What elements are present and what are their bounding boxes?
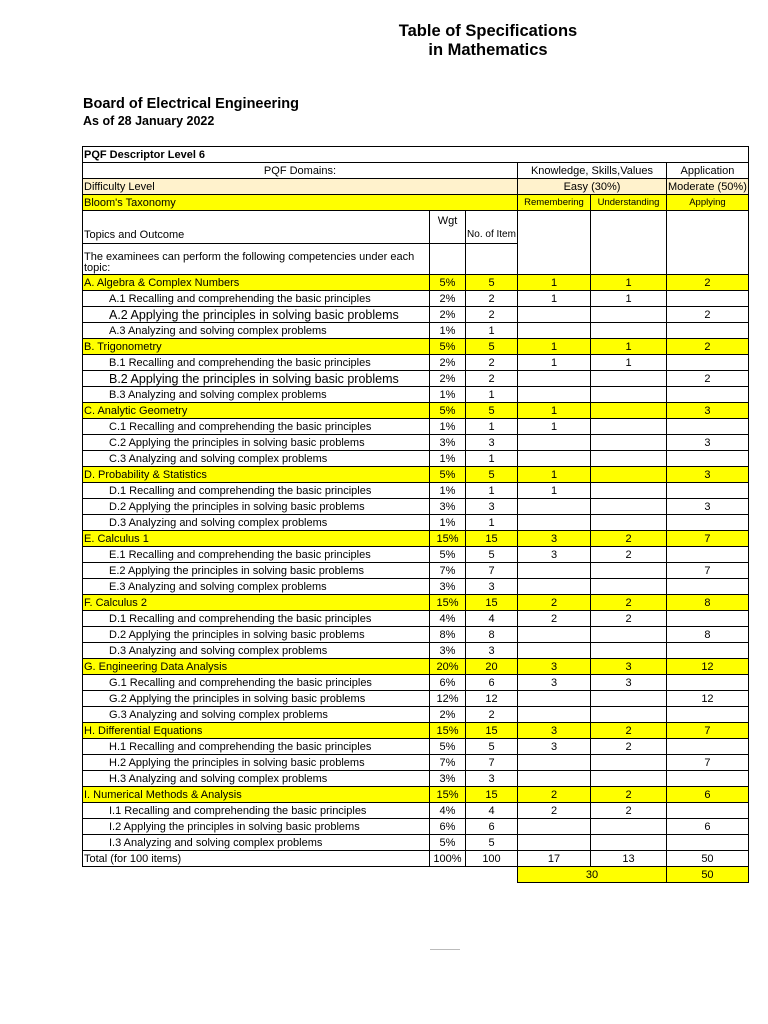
topic-remembering: 2 <box>518 803 591 819</box>
topic-name: I.1 Recalling and comprehending the basic principles <box>83 803 430 819</box>
total-items: 100 <box>466 851 518 867</box>
topic-understanding: 1 <box>591 291 667 307</box>
topic-remembering: 3 <box>518 675 591 691</box>
topic-understanding: 2 <box>591 739 667 755</box>
total-row <box>83 851 749 867</box>
section-items: 5 <box>466 403 518 419</box>
topic-remembering <box>518 307 591 323</box>
topic-items: 1 <box>466 419 518 435</box>
topic-remembering <box>518 643 591 659</box>
topic-name: E.1 Recalling and comprehending the basic principles <box>83 547 430 563</box>
topic-weight: 3% <box>430 771 466 787</box>
section-row <box>83 339 749 355</box>
topic-weight: 5% <box>430 835 466 851</box>
topic-applying <box>667 451 749 467</box>
topic-items: 1 <box>466 483 518 499</box>
section-understanding: 1 <box>591 275 667 291</box>
topic-understanding: 1 <box>591 355 667 371</box>
topic-remembering <box>518 691 591 707</box>
topic-name: E.3 Analyzing and solving complex problems <box>83 579 430 595</box>
topic-weight: 2% <box>430 371 466 387</box>
topic-understanding <box>591 627 667 643</box>
topic-applying: 3 <box>667 499 749 515</box>
topic-name: D.1 Recalling and comprehending the basic principles <box>83 483 430 499</box>
topic-row <box>83 755 749 771</box>
section-understanding: 1 <box>591 339 667 355</box>
topic-weight: 1% <box>430 419 466 435</box>
topic-row <box>83 819 749 835</box>
topic-understanding <box>591 835 667 851</box>
intro-text: The examinees can perform the following competencies under each topic: <box>83 244 430 275</box>
topic-understanding: 2 <box>591 547 667 563</box>
topic-weight: 2% <box>430 355 466 371</box>
section-applying: 6 <box>667 787 749 803</box>
topic-items: 12 <box>466 691 518 707</box>
topic-row <box>83 707 749 723</box>
topic-applying <box>667 291 749 307</box>
topic-applying: 7 <box>667 563 749 579</box>
section-row <box>83 787 749 803</box>
section-understanding <box>591 403 667 419</box>
topic-name: G.3 Analyzing and solving complex problems <box>83 707 430 723</box>
section-applying: 2 <box>667 275 749 291</box>
section-applying: 2 <box>667 339 749 355</box>
total-understanding: 13 <box>591 851 667 867</box>
subtotal-row <box>83 867 749 883</box>
topic-applying <box>667 355 749 371</box>
section-name: I. Numerical Methods & Analysis <box>83 787 430 803</box>
topic-items: 1 <box>466 323 518 339</box>
topic-weight: 2% <box>430 307 466 323</box>
topic-understanding <box>591 483 667 499</box>
topic-row <box>83 563 749 579</box>
section-items: 5 <box>466 339 518 355</box>
section-row <box>83 403 749 419</box>
section-row <box>83 595 749 611</box>
section-remembering: 2 <box>518 787 591 803</box>
topic-understanding <box>591 515 667 531</box>
topic-remembering <box>518 435 591 451</box>
topic-row <box>83 675 749 691</box>
topic-name: A.2 Applying the principles in solving basic problems <box>83 307 430 323</box>
topic-name: B.1 Recalling and comprehending the basic principles <box>83 355 430 371</box>
title-line-1: Table of Specifications <box>398 22 578 40</box>
topic-items: 5 <box>466 835 518 851</box>
moderate-label: Moderate (50%) <box>668 180 747 193</box>
topic-understanding <box>591 819 667 835</box>
topic-understanding <box>591 691 667 707</box>
topic-name: D.2 Applying the principles in solving basic problems <box>83 627 430 643</box>
topic-items: 4 <box>466 803 518 819</box>
topic-row <box>83 483 749 499</box>
topic-understanding <box>591 371 667 387</box>
section-applying: 3 <box>667 403 749 419</box>
topic-name: D.3 Analyzing and solving complex problems <box>83 643 430 659</box>
topic-weight: 5% <box>430 739 466 755</box>
topic-remembering: 1 <box>518 419 591 435</box>
topic-applying <box>667 515 749 531</box>
topic-understanding <box>591 435 667 451</box>
topic-items: 1 <box>466 515 518 531</box>
topic-row <box>83 307 749 323</box>
topic-understanding: 2 <box>591 803 667 819</box>
intro-blank-wgt <box>430 244 466 275</box>
topic-applying <box>667 611 749 627</box>
topic-items: 4 <box>466 611 518 627</box>
topic-name: C.3 Analyzing and solving complex problems <box>83 451 430 467</box>
board-name: Board of Electrical Engineering <box>83 96 299 112</box>
topic-weight: 12% <box>430 691 466 707</box>
wgt-label: Wgt <box>430 211 466 244</box>
topic-weight: 1% <box>430 515 466 531</box>
topic-row <box>83 627 749 643</box>
intro-blank-items <box>466 244 518 275</box>
section-items: 15 <box>466 595 518 611</box>
topic-row <box>83 643 749 659</box>
topic-row <box>83 451 749 467</box>
topic-row <box>83 387 749 403</box>
section-weight: 15% <box>430 531 466 547</box>
subtotal-moderate: 50 <box>667 867 749 883</box>
topic-row <box>83 835 749 851</box>
topic-row <box>83 771 749 787</box>
topic-weight: 3% <box>430 643 466 659</box>
section-name: A. Algebra & Complex Numbers <box>83 275 430 291</box>
topic-row <box>83 579 749 595</box>
topic-remembering: 3 <box>518 547 591 563</box>
topic-items: 6 <box>466 675 518 691</box>
document-title <box>0 22 768 60</box>
topic-remembering: 1 <box>518 291 591 307</box>
topic-row <box>83 419 749 435</box>
section-remembering: 1 <box>518 403 591 419</box>
footer-divider <box>430 949 460 950</box>
section-applying: 7 <box>667 723 749 739</box>
topic-remembering: 1 <box>518 355 591 371</box>
topic-weight: 3% <box>430 579 466 595</box>
section-items: 20 <box>466 659 518 675</box>
blooms-row <box>83 195 749 211</box>
section-remembering: 1 <box>518 467 591 483</box>
topic-applying <box>667 547 749 563</box>
topic-row <box>83 691 749 707</box>
section-row <box>83 531 749 547</box>
topic-items: 2 <box>466 291 518 307</box>
topic-applying <box>667 739 749 755</box>
topic-understanding <box>591 387 667 403</box>
topic-name: B.2 Applying the principles in solving basic problems <box>83 371 430 387</box>
topic-row <box>83 371 749 387</box>
section-items: 5 <box>466 467 518 483</box>
header-blank-und <box>591 211 667 275</box>
topic-remembering <box>518 819 591 835</box>
topic-applying <box>667 803 749 819</box>
topic-name: E.2 Applying the principles in solving basic problems <box>83 563 430 579</box>
topic-understanding <box>591 707 667 723</box>
topic-remembering: 3 <box>518 739 591 755</box>
section-remembering: 2 <box>518 595 591 611</box>
section-remembering: 1 <box>518 275 591 291</box>
section-understanding: 2 <box>591 531 667 547</box>
header-blank-app <box>667 211 749 275</box>
title-line-2: in Mathematics <box>428 41 548 59</box>
section-remembering: 3 <box>518 723 591 739</box>
topic-understanding <box>591 499 667 515</box>
section-weight: 5% <box>430 403 466 419</box>
topic-weight: 1% <box>430 483 466 499</box>
topic-understanding: 3 <box>591 675 667 691</box>
topic-weight: 1% <box>430 323 466 339</box>
topic-weight: 3% <box>430 499 466 515</box>
section-name: D. Probability & Statistics <box>83 467 430 483</box>
as-of-date: As of 28 January 2022 <box>83 114 215 128</box>
topic-remembering <box>518 579 591 595</box>
topic-items: 2 <box>466 355 518 371</box>
section-row <box>83 723 749 739</box>
remembering-label: Remembering <box>518 195 591 211</box>
topic-row <box>83 323 749 339</box>
difficulty-label: Difficulty Level <box>83 179 518 195</box>
total-applying: 50 <box>667 851 749 867</box>
section-row <box>83 467 749 483</box>
topic-applying: 8 <box>667 627 749 643</box>
section-weight: 20% <box>430 659 466 675</box>
total-label: Total (for 100 items) <box>83 851 430 867</box>
section-row <box>83 275 749 291</box>
topic-applying <box>667 483 749 499</box>
section-items: 15 <box>466 531 518 547</box>
topic-name: D.2 Applying the principles in solving basic problems <box>83 499 430 515</box>
section-weight: 15% <box>430 595 466 611</box>
section-row <box>83 659 749 675</box>
topic-remembering <box>518 515 591 531</box>
understanding-label: Understanding <box>591 195 667 211</box>
topic-items: 5 <box>466 739 518 755</box>
specification-table <box>82 146 749 883</box>
difficulty-row <box>83 179 749 195</box>
section-remembering: 3 <box>518 659 591 675</box>
topic-understanding <box>591 419 667 435</box>
topic-understanding <box>591 307 667 323</box>
section-weight: 5% <box>430 339 466 355</box>
topic-remembering <box>518 707 591 723</box>
column-header-row <box>83 211 749 244</box>
topic-understanding <box>591 643 667 659</box>
topic-name: C.1 Recalling and comprehending the basic principles <box>83 419 430 435</box>
topic-name: G.1 Recalling and comprehending the basic principles <box>83 675 430 691</box>
topic-row <box>83 739 749 755</box>
topic-weight: 4% <box>430 803 466 819</box>
descriptor-row <box>83 147 749 163</box>
ksv-label: Knowledge, Skills,Values <box>518 163 667 179</box>
section-understanding: 2 <box>591 787 667 803</box>
section-name: G. Engineering Data Analysis <box>83 659 430 675</box>
topic-remembering <box>518 499 591 515</box>
topic-remembering: 2 <box>518 611 591 627</box>
table-body <box>83 147 749 883</box>
topic-remembering <box>518 835 591 851</box>
topic-remembering <box>518 387 591 403</box>
topic-remembering <box>518 755 591 771</box>
topic-applying <box>667 835 749 851</box>
topic-name: B.3 Analyzing and solving complex problems <box>83 387 430 403</box>
topic-items: 3 <box>466 579 518 595</box>
topic-understanding <box>591 755 667 771</box>
section-name: E. Calculus 1 <box>83 531 430 547</box>
topic-items: 7 <box>466 563 518 579</box>
section-applying: 3 <box>667 467 749 483</box>
topic-row <box>83 611 749 627</box>
blooms-label: Bloom's Taxonomy <box>83 195 518 211</box>
topic-items: 3 <box>466 771 518 787</box>
topic-understanding <box>591 323 667 339</box>
domains-label: PQF Domains: <box>83 163 518 179</box>
topic-applying <box>667 387 749 403</box>
topic-items: 7 <box>466 755 518 771</box>
section-weight: 5% <box>430 467 466 483</box>
topic-name: A.3 Analyzing and solving complex problems <box>83 323 430 339</box>
topic-row <box>83 435 749 451</box>
topic-name: G.2 Applying the principles in solving basic problems <box>83 691 430 707</box>
topic-weight: 5% <box>430 547 466 563</box>
topic-row <box>83 547 749 563</box>
section-weight: 5% <box>430 275 466 291</box>
topic-items: 3 <box>466 643 518 659</box>
topic-items: 8 <box>466 627 518 643</box>
topic-applying: 7 <box>667 755 749 771</box>
domains-row <box>83 163 749 179</box>
topic-weight: 1% <box>430 451 466 467</box>
section-applying: 12 <box>667 659 749 675</box>
topic-remembering: 1 <box>518 483 591 499</box>
topic-remembering <box>518 323 591 339</box>
section-name: B. Trigonometry <box>83 339 430 355</box>
topic-name: H.1 Recalling and comprehending the basic principles <box>83 739 430 755</box>
applying-label: Applying <box>667 195 749 211</box>
topic-items: 2 <box>466 307 518 323</box>
topic-weight: 8% <box>430 627 466 643</box>
topic-row <box>83 499 749 515</box>
topic-items: 6 <box>466 819 518 835</box>
section-weight: 15% <box>430 787 466 803</box>
topic-weight: 3% <box>430 435 466 451</box>
topic-name: H.2 Applying the principles in solving basic problems <box>83 755 430 771</box>
topic-applying <box>667 643 749 659</box>
topic-applying: 3 <box>667 435 749 451</box>
topic-applying <box>667 579 749 595</box>
section-name: F. Calculus 2 <box>83 595 430 611</box>
topics-label: Topics and Outcome <box>83 211 430 244</box>
topic-understanding <box>591 579 667 595</box>
topic-weight: 4% <box>430 611 466 627</box>
topic-weight: 7% <box>430 563 466 579</box>
topic-remembering <box>518 371 591 387</box>
total-remembering: 17 <box>518 851 591 867</box>
subtotal-blank <box>83 867 518 883</box>
topic-understanding <box>591 771 667 787</box>
topic-applying: 6 <box>667 819 749 835</box>
section-weight: 15% <box>430 723 466 739</box>
topic-weight: 2% <box>430 707 466 723</box>
topic-name: D.3 Analyzing and solving complex problems <box>83 515 430 531</box>
topic-remembering <box>518 563 591 579</box>
section-applying: 7 <box>667 531 749 547</box>
section-remembering: 1 <box>518 339 591 355</box>
topic-weight: 2% <box>430 291 466 307</box>
topic-applying: 2 <box>667 307 749 323</box>
topic-applying <box>667 419 749 435</box>
section-understanding: 2 <box>591 595 667 611</box>
section-items: 15 <box>466 787 518 803</box>
topic-items: 5 <box>466 547 518 563</box>
section-remembering: 3 <box>518 531 591 547</box>
easy-label: Easy (30%) <box>518 179 667 195</box>
section-items: 5 <box>466 275 518 291</box>
topic-row <box>83 291 749 307</box>
section-name: H. Differential Equations <box>83 723 430 739</box>
topic-applying: 12 <box>667 691 749 707</box>
topic-applying <box>667 323 749 339</box>
topic-items: 2 <box>466 371 518 387</box>
topic-name: A.1 Recalling and comprehending the basic principles <box>83 291 430 307</box>
topic-applying <box>667 675 749 691</box>
section-understanding <box>591 467 667 483</box>
topic-remembering <box>518 451 591 467</box>
items-label: No. of Item <box>466 211 518 244</box>
topic-name: H.3 Analyzing and solving complex problems <box>83 771 430 787</box>
subtotal-easy: 30 <box>518 867 667 883</box>
section-items: 15 <box>466 723 518 739</box>
topic-name: D.1 Recalling and comprehending the basic principles <box>83 611 430 627</box>
topic-items: 1 <box>466 387 518 403</box>
descriptor-cell: PQF Descriptor Level 6 <box>83 147 749 163</box>
section-applying: 8 <box>667 595 749 611</box>
topic-applying <box>667 771 749 787</box>
topic-understanding: 2 <box>591 611 667 627</box>
topic-items: 3 <box>466 435 518 451</box>
section-name: C. Analytic Geometry <box>83 403 430 419</box>
topic-items: 1 <box>466 451 518 467</box>
topic-applying <box>667 707 749 723</box>
topic-remembering <box>518 627 591 643</box>
topic-row <box>83 803 749 819</box>
topic-weight: 7% <box>430 755 466 771</box>
topic-items: 2 <box>466 707 518 723</box>
header-blank-rem <box>518 211 591 275</box>
topic-name: I.3 Analyzing and solving complex problems <box>83 835 430 851</box>
section-understanding: 2 <box>591 723 667 739</box>
topic-weight: 6% <box>430 675 466 691</box>
topic-items: 3 <box>466 499 518 515</box>
topic-name: I.2 Applying the principles in solving basic problems <box>83 819 430 835</box>
topic-weight: 1% <box>430 387 466 403</box>
topic-row <box>83 355 749 371</box>
topic-row <box>83 515 749 531</box>
application-label: Application <box>667 163 749 179</box>
total-weight: 100% <box>430 851 466 867</box>
topic-applying: 2 <box>667 371 749 387</box>
section-understanding: 3 <box>591 659 667 675</box>
topic-name: C.2 Applying the principles in solving basic problems <box>83 435 430 451</box>
topic-understanding <box>591 451 667 467</box>
topic-weight: 6% <box>430 819 466 835</box>
topic-remembering <box>518 771 591 787</box>
topic-understanding <box>591 563 667 579</box>
